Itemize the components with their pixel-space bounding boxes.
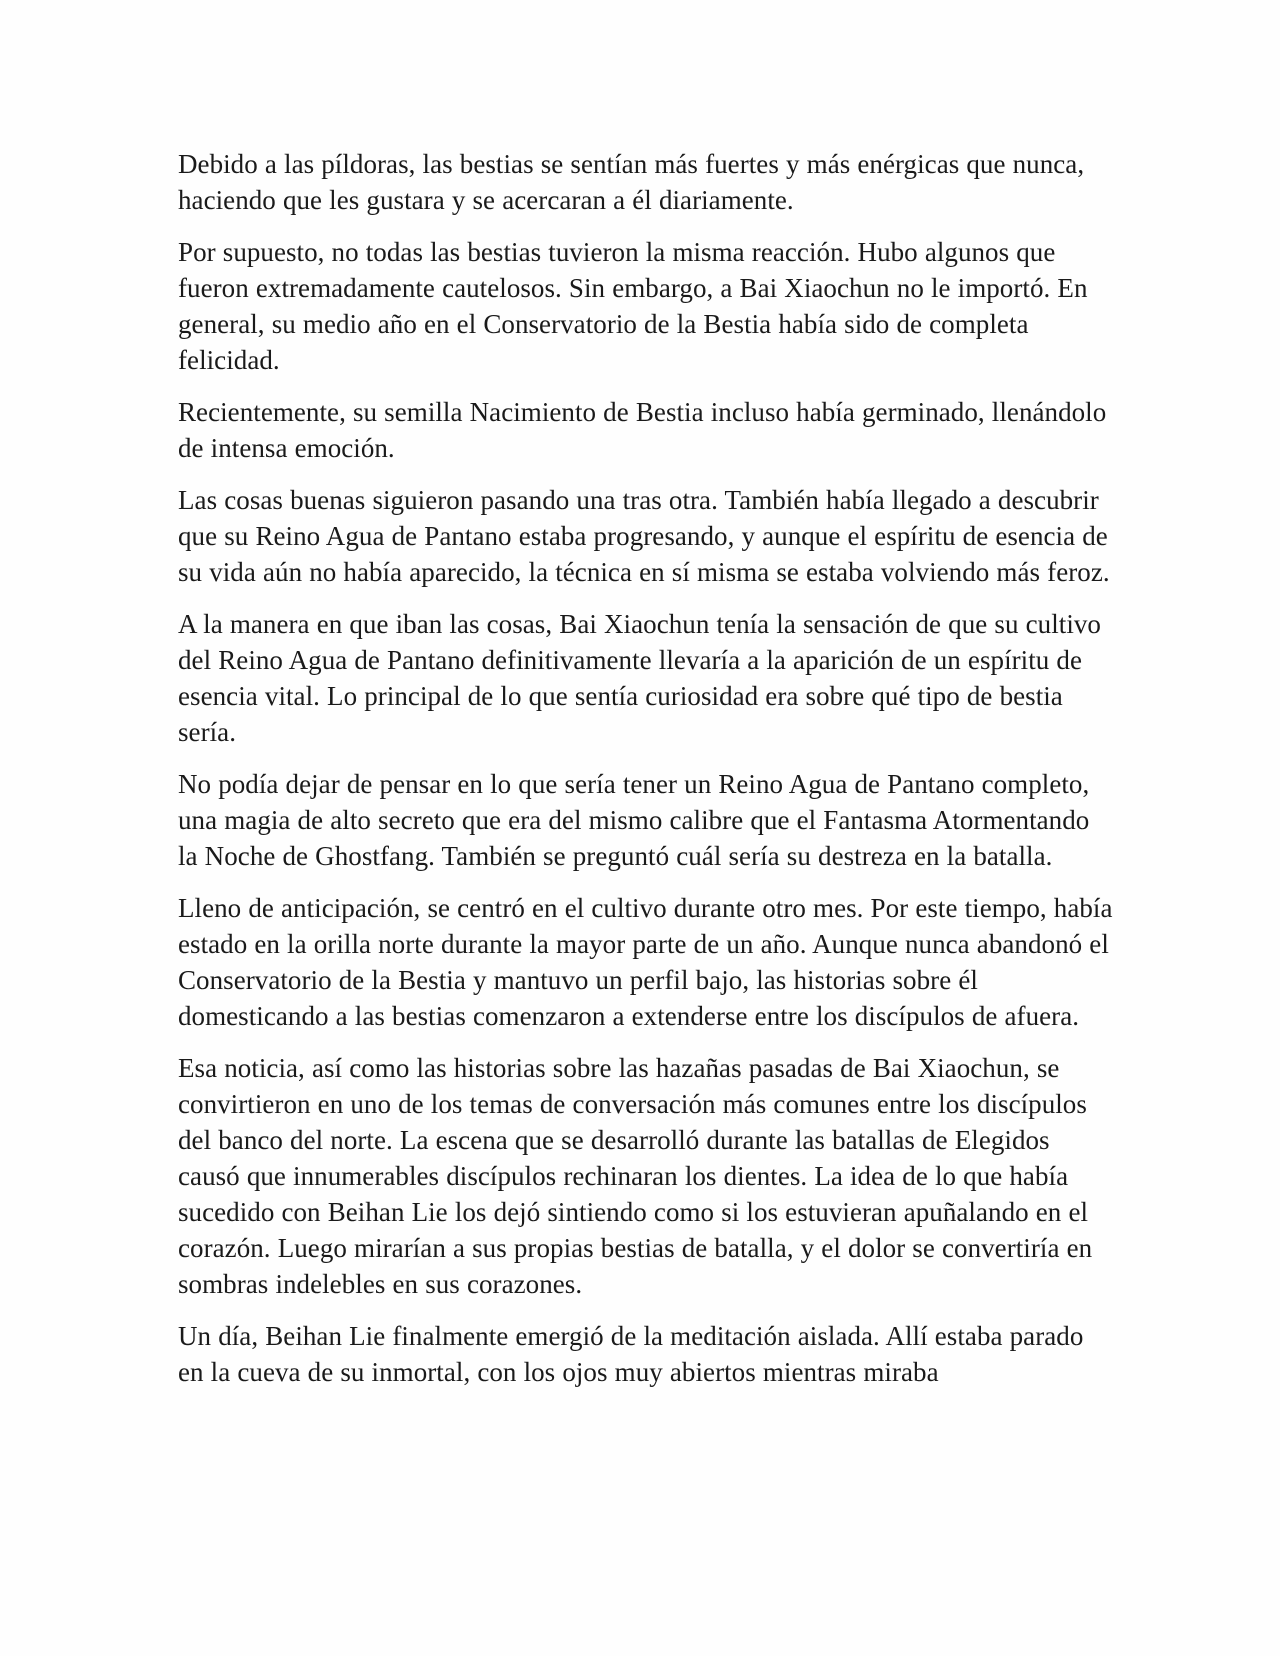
paragraph: Recientemente, su semilla Nacimiento de Bestia incluso había germinado, llenándolo de intensa emoción. (178, 397, 1107, 463)
paragraph: Por supuesto, no todas las bestias tuvieron la misma reacción. Hubo algunos que fueron extremadamente cautelosos. Sin embargo, a Bai Xiaochun no le importó. En general, su medio año en el Conservatorio de la Bestia había sido de completa felicidad. (178, 237, 1088, 375)
paragraph: No podía dejar de pensar en lo que sería tener un Reino Agua de Pantano completo, una magia de alto secreto que era del mismo calibre que el Fantasma Atormentando la Noche de Ghostfang. También se preguntó cuál sería su destreza en la batalla. (178, 769, 1090, 871)
document-page (178, 146, 1113, 1406)
paragraph: Un día, Beihan Lie finalmente emergió de la meditación aislada. Allí estaba parado en la cueva de su inmortal, con los ojos muy abiertos mientras miraba (178, 1321, 1084, 1387)
paragraph: Esa noticia, así como las historias sobre las hazañas pasadas de Bai Xiaochun, se convirtieron en uno de los temas de conversación más comunes entre los discípulos del banco del norte. La escena que se desarrolló durante las batallas de Elegidos causó que innumerables discípulos rechinaran los dientes. La idea de lo que había sucedido con Beihan Lie los dejó sintiendo como si los estuvieran apuñalando en el corazón. Luego mirarían a sus propias bestias de batalla, y el dolor se convertiría en sombras indelebles en sus corazones. (178, 1053, 1093, 1299)
paragraph: Debido a las píldoras, las bestias se sentían más fuertes y más enérgicas que nunca, haciendo que les gustara y se acercaran a él diariamente. (178, 149, 1085, 215)
paragraph: Las cosas buenas siguieron pasando una tras otra. También había llegado a descubrir que su Reino Agua de Pantano estaba progresando, y aunque el espíritu de esencia de su vida aún no había aparecido, la técnica en sí misma se estaba volviendo más feroz. (178, 485, 1110, 587)
paragraph: A la manera en que iban las cosas, Bai Xiaochun tenía la sensación de que su cultivo del Reino Agua de Pantano definitivamente llevaría a la aparición de un espíritu de esencia vital. Lo principal de lo que sentía curiosidad era sobre qué tipo de bestia sería. (178, 609, 1101, 747)
paragraph: Lleno de anticipación, se centró en el cultivo durante otro mes. Por este tiempo, había estado en la orilla norte durante la mayor parte de un año. Aunque nunca abandonó el Conservatorio de la Bestia y mantuvo un perfil bajo, las historias sobre él domesticando a las bestias comenzaron a extenderse entre los discípulos de afuera. (178, 893, 1113, 1031)
